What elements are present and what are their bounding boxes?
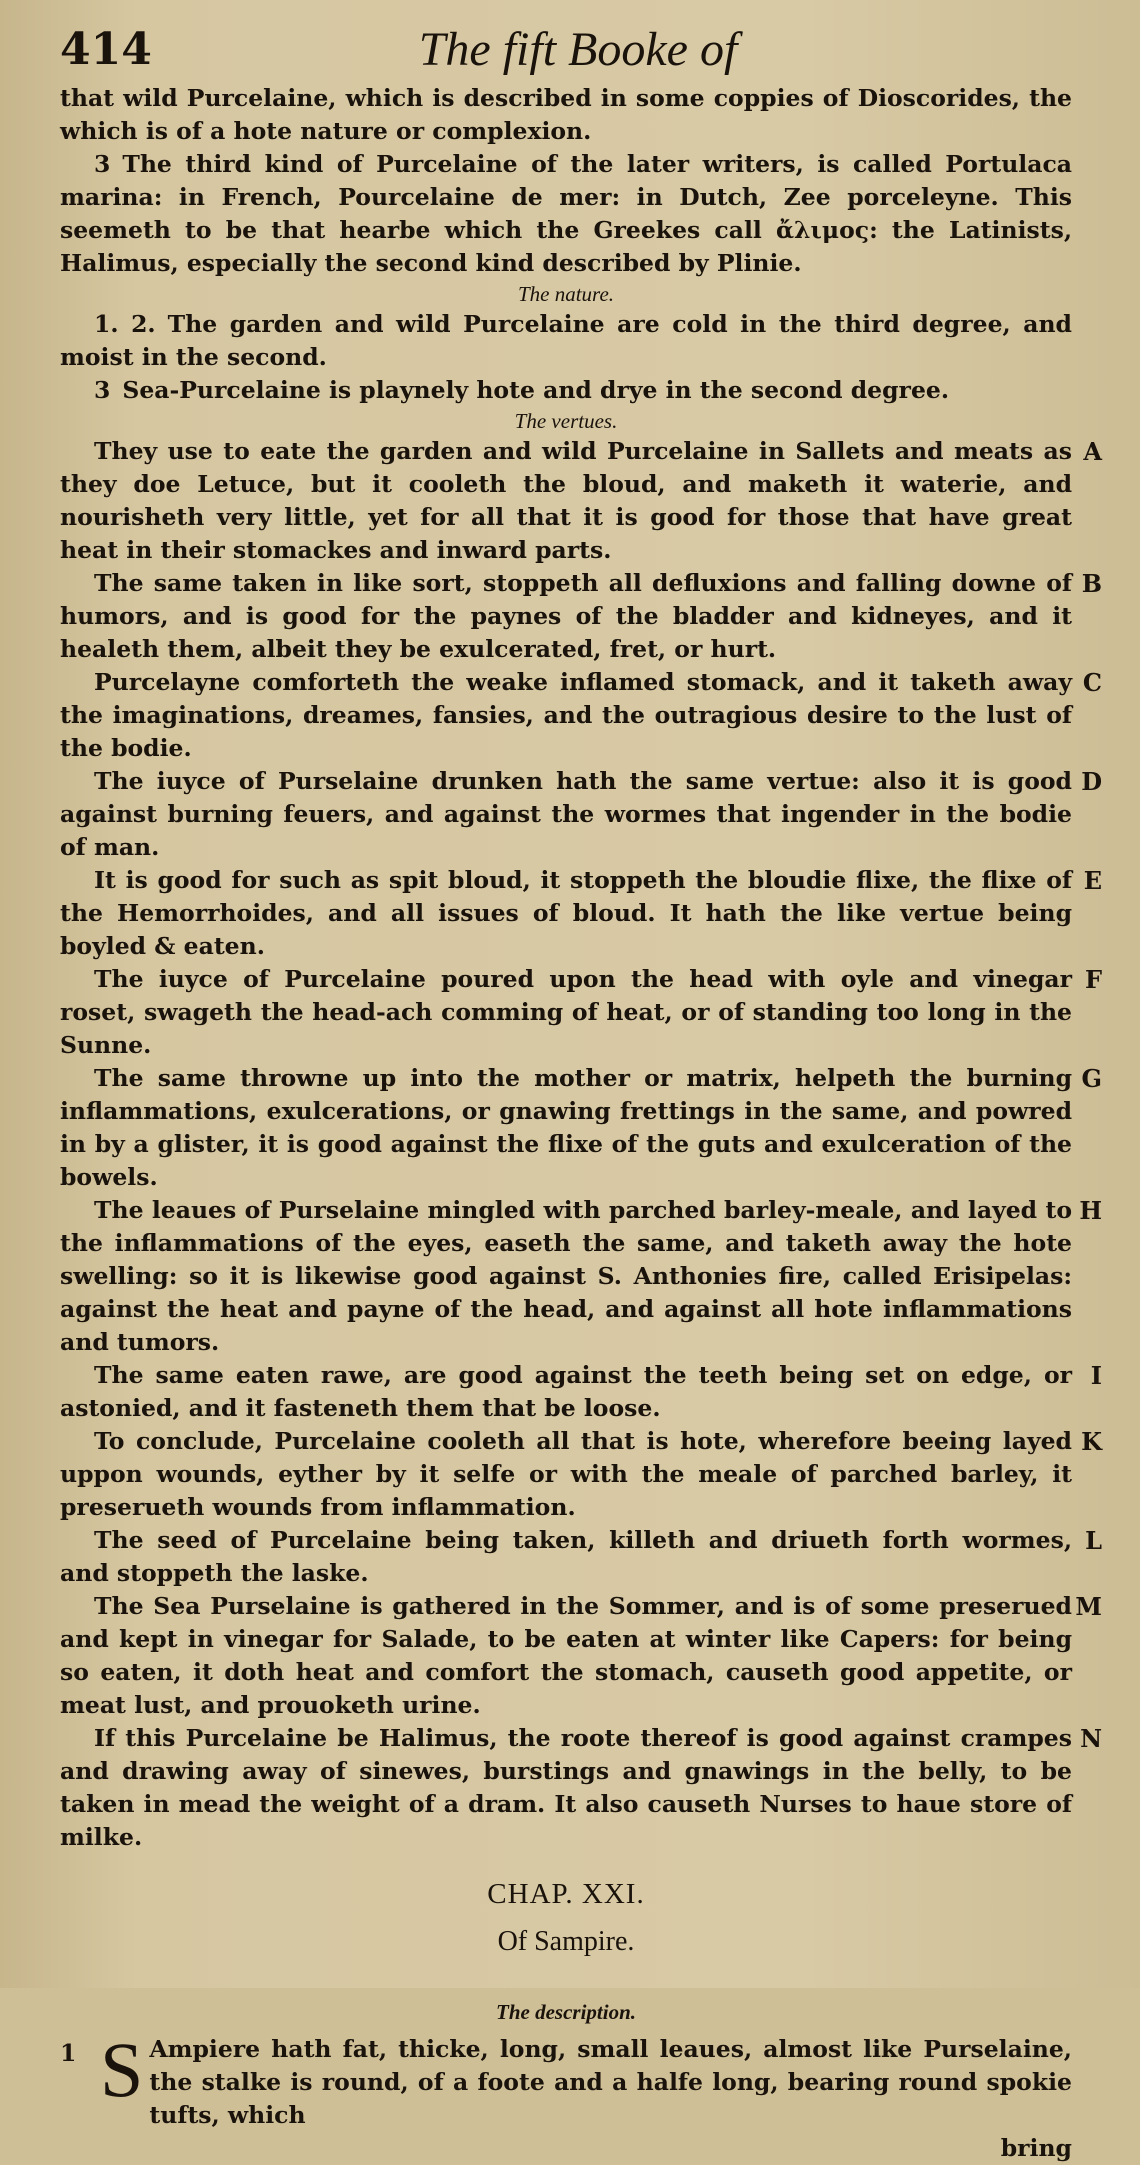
vertue-paragraph	[60, 567, 1102, 666]
margin-letter: A	[1083, 437, 1102, 466]
nature-item	[60, 374, 1072, 407]
vertue-paragraph	[60, 1062, 1102, 1194]
margin-letter: E	[1083, 866, 1102, 895]
vertue-paragraph	[60, 963, 1102, 1062]
section-heading-vertues: The vertues.	[514, 409, 618, 433]
vertue-paragraph	[60, 1524, 1102, 1590]
section-heading-nature: The nature.	[517, 282, 615, 306]
running-title: The fift Booke of	[418, 23, 738, 76]
paragraph-text: The same throwne up into the mother or matrix, helpeth the burning inflammations, exulcerations, or gnawing frettings in the same, and powred in by a glister, it is good against the flixe of the guts and exulceration of the bowels.	[60, 1064, 1072, 1191]
nature-item	[60, 308, 1072, 374]
vertue-paragraph	[60, 1194, 1102, 1359]
paragraph-text: Purcelayne comforteth the weake inflamed stomack, and it taketh away the imaginations, dreames, fansies, and the outragious desire to the lust of the bodie.	[60, 668, 1072, 762]
paragraph-text: The iuyce of Purselaine drunken hath the same vertue: also it is good against burning feuers, and against the wormes that ingender in the bodie of man.	[60, 767, 1072, 861]
paragraph-text: The third kind of Purcelaine of the later writers, is called Portulaca marina: in French, Pourcelaine de mer: in Dutch, Zee porceleyne. This seemeth to be that hearbe which the Greekes call ἄλιμος: the Latinists, Halimus, especially the second kind described by Plinie.	[60, 150, 1072, 277]
chapter-number: CHAP. XXI.	[487, 1878, 645, 1910]
vertue-paragraph	[60, 666, 1102, 765]
margin-letter: I	[1090, 1361, 1102, 1390]
paragraph-text: The leaues of Purselaine mingled with parched barley-meale, and layed to the inflammations of the eyes, easeth the same, and taketh away the hote swelling: so it is likewise good against S. Anthonies fire, called Erisipelas: against the heat and payne of the head, and against all hote inflammations and tumors.	[60, 1196, 1072, 1356]
paragraph-text: Ampiere hath fat, thicke, long, small leaues, almost like Purselaine, the stalke is round, of a foote and a halfe long, bearing round spokie tufts, which	[149, 2035, 1072, 2129]
paragraph-text: Sea-Purcelaine is playnely hote and drye in the second degree.	[122, 376, 950, 404]
margin-letter: M	[1075, 1592, 1102, 1621]
vertue-paragraph	[60, 1359, 1102, 1425]
description-paragraph	[60, 2026, 1072, 2165]
vertue-paragraph	[60, 435, 1102, 567]
vertue-paragraph	[60, 864, 1102, 963]
paragraph-text: They use to eate the garden and wild Purcelaine in Sallets and meats as they doe Letuce, but it cooleth the bloud, and maketh it waterie, and nourisheth very little, yet for all that it is good for those that have great heat in their stomackes and inward parts.	[60, 437, 1072, 564]
margin-letter: D	[1081, 767, 1102, 796]
margin-letter: H	[1079, 1196, 1102, 1225]
paragraph-text: The garden and wild Purcelaine are cold in the third degree, and moist in the second.	[60, 310, 1072, 371]
paragraph-text: It is good for such as spit bloud, it stoppeth the bloudie flixe, the flixe of the Hemorrhoides, and all issues of bloud. It hath the like vertue being boyled & eaten.	[60, 866, 1072, 960]
margin-letter: N	[1080, 1724, 1102, 1753]
paragraph-text: If this Purcelaine be Halimus, the roote thereof is good against crampes and drawing away of sinewes, burstings and gnawings in the belly, to be taken in mead the weight of a dram. It also causeth Nurses to haue store of milke.	[60, 1724, 1072, 1851]
paragraph-text: The Sea Purselaine is gathered in the Sommer, and is of some preserued and kept in vinegar for Salade, to be eaten at winter like Capers: for being so eaten, it doth heat and comfort the stomach, causeth good appetite, or meat lust, and prouoketh urine.	[60, 1592, 1072, 1719]
item-number: 3	[94, 150, 111, 178]
paragraph-text: The same taken in like sort, stoppeth all defluxions and falling downe of humors, and is good for the paynes of the bladder and kidneyes, and it healeth them, albeit they be exulcerated, fret, or hurt.	[60, 569, 1072, 663]
page-body	[60, 82, 1102, 2165]
catchword: bring	[1000, 2134, 1072, 2162]
item-number: 1	[60, 2039, 77, 2067]
margin-letter: G	[1081, 1064, 1102, 1093]
margin-letter: K	[1081, 1427, 1102, 1456]
vertue-paragraph	[60, 1722, 1102, 1854]
margin-letter: C	[1082, 668, 1102, 697]
margin-letter: B	[1081, 569, 1102, 598]
paragraph-third-kind	[60, 148, 1072, 280]
paragraph-continuation: that wild Purcelaine, which is described in some coppies of Dioscorides, the which is of a hote nature or complexion.	[60, 84, 1072, 145]
chapter-title: Of Sampire.	[497, 1926, 635, 1957]
page-header	[60, 18, 1096, 82]
vertue-paragraph	[60, 1425, 1102, 1524]
paragraph-text: The same eaten rawe, are good against the teeth being set on edge, or astonied, and it fasteneth them that be loose.	[60, 1361, 1072, 1422]
paragraph-text: To conclude, Purcelaine cooleth all that is hote, wherefore beeing layed uppon wounds, eyther by it selfe or with the meale of parched barley, it preserueth wounds from inflammation.	[60, 1427, 1072, 1521]
margin-letter: L	[1085, 1526, 1102, 1555]
paragraph-text: The iuyce of Purcelaine poured upon the head with oyle and vinegar roset, swageth the head-ach comming of heat, or of standing too long in the Sunne.	[60, 965, 1072, 1059]
item-number: 1. 2.	[94, 310, 156, 338]
drop-cap: S	[100, 2026, 144, 2113]
item-number: 3	[94, 376, 111, 404]
vertue-paragraph	[60, 765, 1102, 864]
section-heading-description: The description.	[496, 2000, 636, 2024]
page-number: 414	[60, 24, 152, 75]
margin-letter: F	[1084, 965, 1102, 994]
paragraph-text: The seed of Purcelaine being taken, killeth and driueth forth wormes, and stoppeth the laske.	[60, 1526, 1072, 1587]
vertue-paragraph	[60, 1590, 1102, 1722]
